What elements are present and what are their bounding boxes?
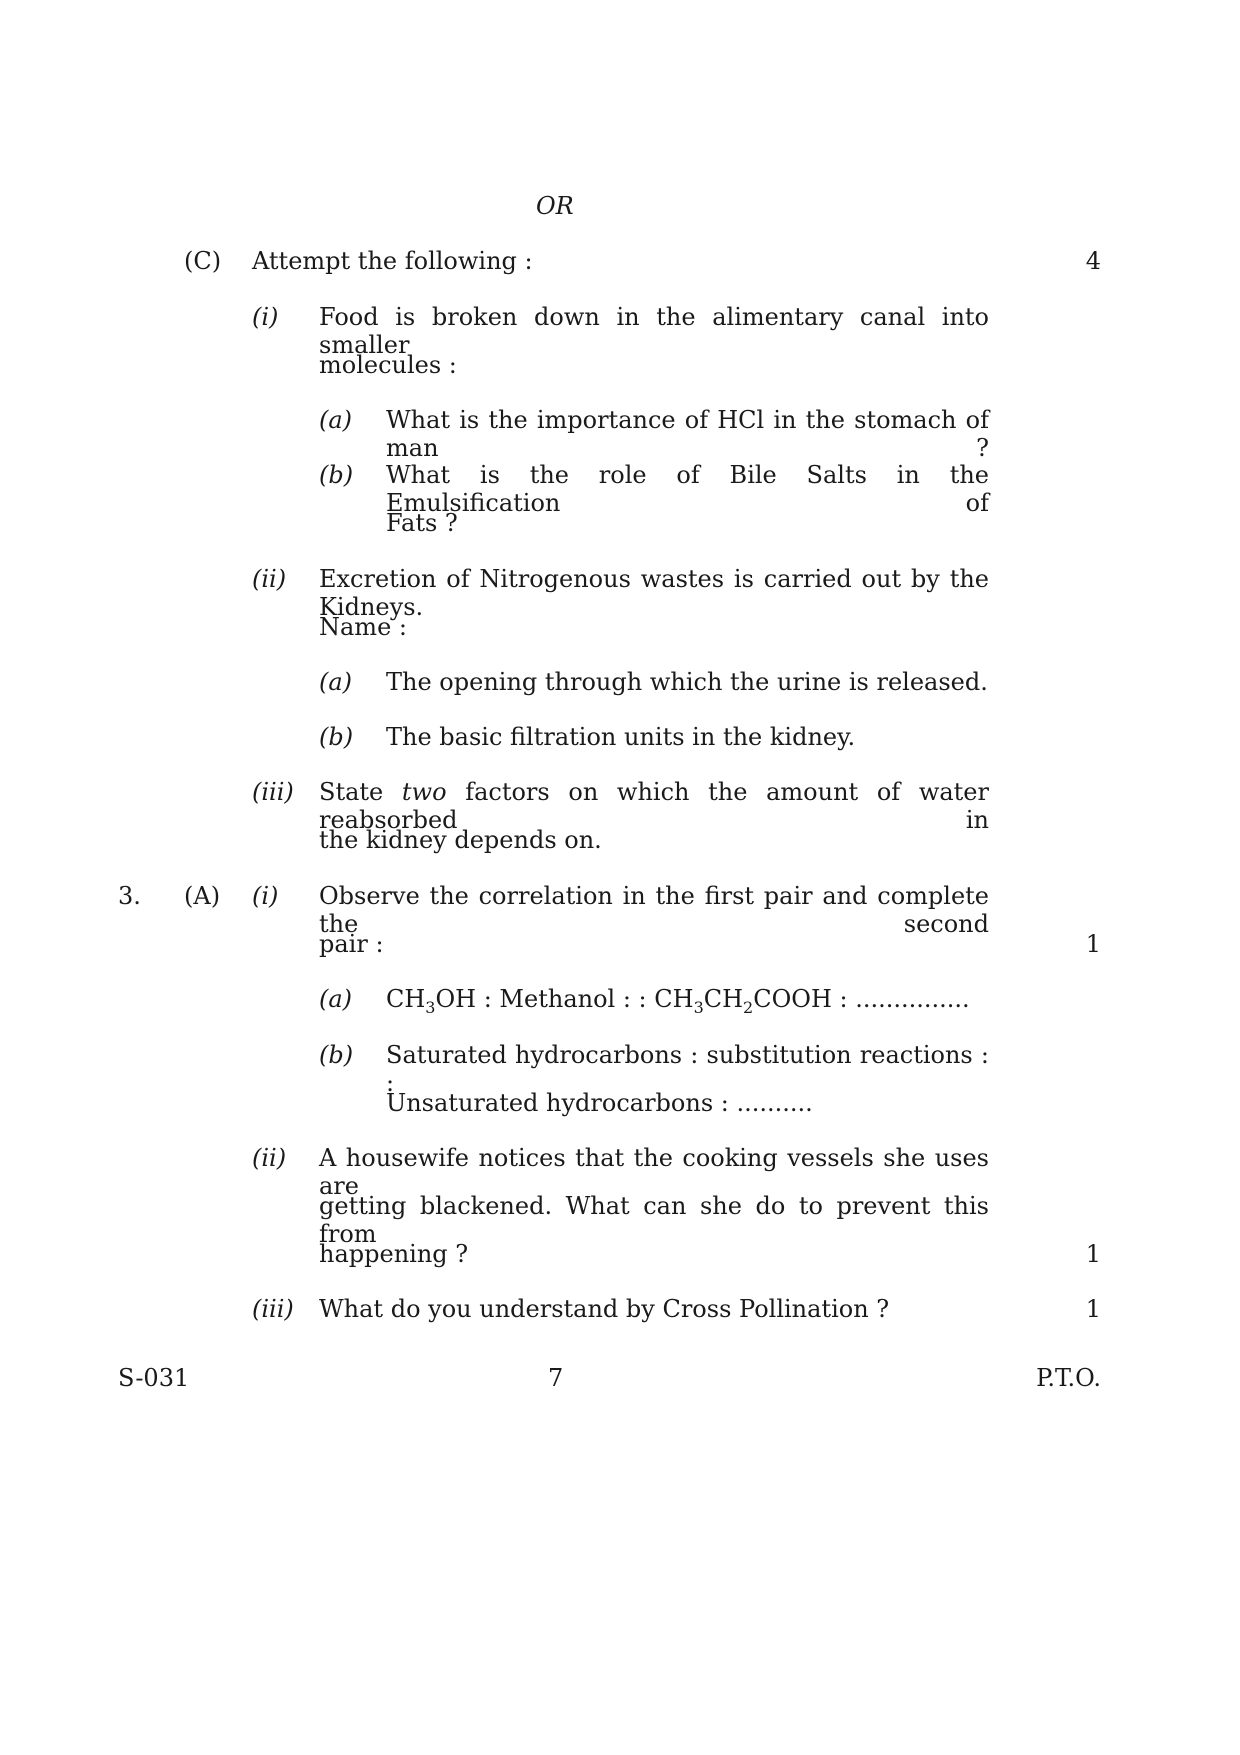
c-iii-line1-pre: State <box>319 778 384 806</box>
footer-pto: P.T.O. <box>1036 1364 1101 1392</box>
q3-i-line1: Observe the correlation in the first pair and complete the second <box>319 882 989 938</box>
q3-i-marks: 1 <box>1085 930 1101 958</box>
formula-subscript: 3 <box>693 998 704 1017</box>
formula-subscript: 2 <box>743 998 754 1017</box>
c-ii-a-label: (a) <box>319 668 353 696</box>
q3-iii-text: What do you understand by Cross Pollination ? <box>319 1295 890 1323</box>
c-ii-line2: Name : <box>319 613 407 641</box>
q3-i-a-formula <box>386 985 970 1017</box>
c-i-b-label: (b) <box>319 461 354 489</box>
q3-ii-line2: getting blackened. What can she do to prevent this from <box>319 1192 989 1248</box>
section-c-marks: 4 <box>1085 247 1101 275</box>
c-iii-line2: the kidney depends on. <box>319 826 602 854</box>
or-separator: OR <box>536 192 574 220</box>
q3-i-label: (i) <box>252 882 279 910</box>
q3-number: 3. <box>118 882 141 910</box>
c-i-line1: Food is broken down in the alimentary canal into smaller <box>319 303 989 359</box>
q3-i-b-line1: Saturated hydrocarbons : substitution reactions : : <box>386 1041 989 1097</box>
q3-ii-marks: 1 <box>1085 1240 1101 1268</box>
formula-part: OH : Methanol : : CH <box>435 985 694 1013</box>
c-i-line2: molecules : <box>319 351 457 379</box>
q3-i-b-line2: Unsaturated hydrocarbons : .......... <box>386 1089 813 1117</box>
q3-i-a-label: (a) <box>319 985 353 1013</box>
q3-iii-marks: 1 <box>1085 1295 1101 1323</box>
c-ii-b-label: (b) <box>319 723 354 751</box>
c-i-label: (i) <box>252 303 279 331</box>
formula-part: COOH : ............... <box>753 985 970 1013</box>
section-c-heading: Attempt the following : <box>252 247 533 275</box>
q3-iii-label: (iii) <box>252 1295 294 1323</box>
q3-i-b-label: (b) <box>319 1041 354 1069</box>
c-i-a-text: What is the importance of HCl in the stomach of man ? <box>386 406 989 462</box>
q3-ii-label: (ii) <box>252 1144 287 1172</box>
c-iii-line1 <box>319 778 989 834</box>
formula-part: CH <box>703 985 744 1013</box>
formula-subscript: 3 <box>425 998 436 1017</box>
page-number: 7 <box>548 1364 564 1392</box>
c-ii-a-text: The opening through which the urine is released. <box>386 668 988 696</box>
c-i-b-line1: What is the role of Bile Salts in the Emulsification of <box>386 461 989 517</box>
q3-a-label: (A) <box>184 882 221 910</box>
section-c-label: (C) <box>184 247 222 275</box>
c-ii-b-text: The basic filtration units in the kidney. <box>386 723 856 751</box>
c-i-b-line2: Fats ? <box>386 509 458 537</box>
footer-code: S-031 <box>118 1364 190 1392</box>
formula-part: CH <box>386 985 426 1013</box>
q3-i-line2: pair : <box>319 930 384 958</box>
c-iii-line1-emphasis: two <box>401 778 447 806</box>
c-ii-label: (ii) <box>252 565 287 593</box>
q3-ii-line1: A housewife notices that the cooking vessels she uses are <box>319 1144 989 1200</box>
c-iii-line1-post: factors on which the amount of water reabsorbed in <box>319 778 989 834</box>
c-iii-label: (iii) <box>252 778 294 806</box>
c-i-a-label: (a) <box>319 406 353 434</box>
q3-ii-line3: happening ? <box>319 1240 469 1268</box>
c-ii-line1: Excretion of Nitrogenous wastes is carried out by the Kidneys. <box>319 565 989 621</box>
